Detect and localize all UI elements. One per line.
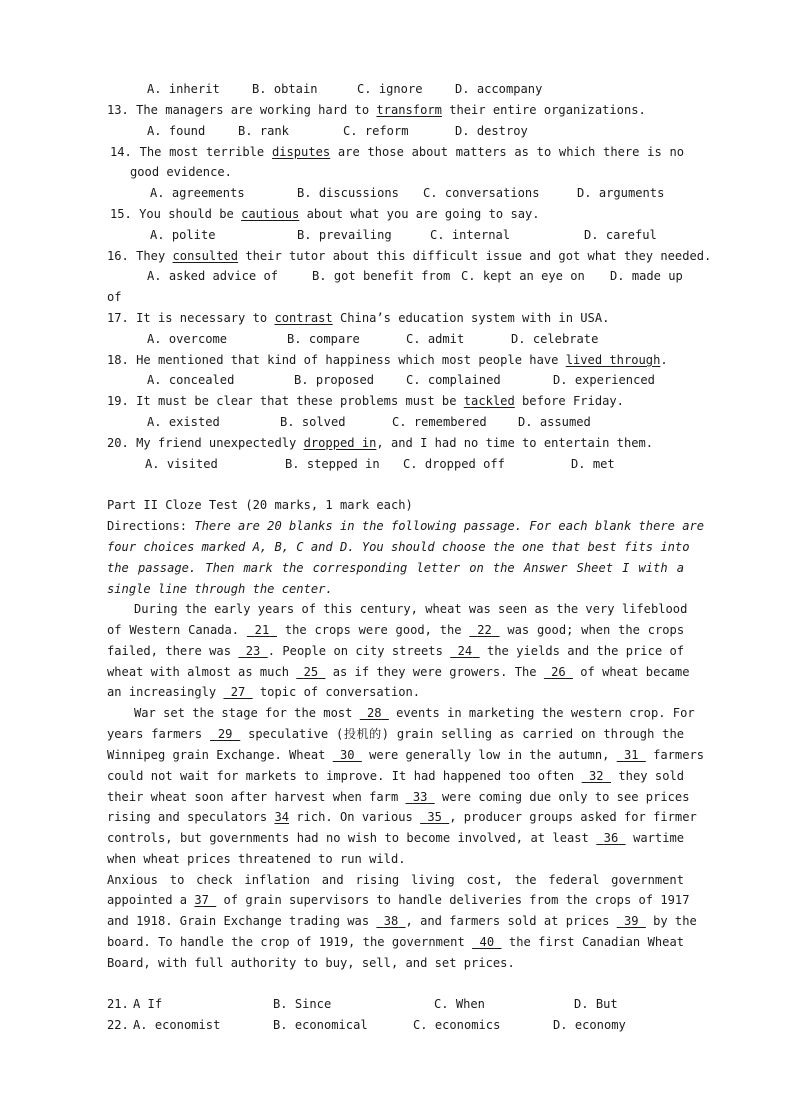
q15-option-b: B. prevailing [297,228,392,242]
q16-target-word: consulted [172,249,239,263]
passage-p3-line-3: and 1918. Grain Exchange trading was 38 , and farmers sold at prices 39 by the [107,914,697,928]
q20-option-b: B. stepped in [285,457,380,471]
q13-option-d: D. destroy [455,124,528,138]
q18-option-b: B. proposed [294,373,375,387]
q13-target-word: transform [376,103,442,117]
blank-25: 25 [303,665,319,679]
directions-line-2: four choices marked A, B, C and D. You should choose the one that best fits into [107,540,690,554]
q19-option-b: B. solved [280,415,346,429]
passage-p2-line-1: War set the stage for the most 28 events in marketing the western crop. For [134,706,695,720]
passage-p2-line-4: could not wait for markets to improve. It had happened too often 32 they sold [107,769,685,783]
q19-target-word: tackled [463,394,515,408]
blank-24: 24 [457,644,473,658]
q13-option-c: C. reform [343,124,409,138]
q15-option-d: D. careful [584,228,657,242]
blank-28: 28 [367,706,382,720]
q12-option-d: D. accompany [455,82,543,96]
q12-option-c: C. ignore [357,82,423,96]
q21-number: 21. [107,997,129,1011]
question-18: 18. He mentioned that kind of happiness which most people have lived through. [107,353,668,367]
directions-line-3: the passage. Then mark the corresponding letter on the Answer Sheet I with a [107,561,684,575]
question-14-line2: good evidence. [130,165,232,179]
blank-32: 32 [589,769,604,783]
question-19: 19. It must be clear that these problems must be tackled before Friday. [107,394,624,408]
passage-p3-line-2: appointed a 37 of grain supervisors to handle deliveries from the crops of 1917 [107,893,690,907]
blank-39: 39 [623,914,639,928]
q17-option-b: B. compare [287,332,360,346]
q15-option-c: C. internal [430,228,511,242]
blank-36: 36 [603,831,619,845]
q14-option-d: D. arguments [577,186,665,200]
q17-target-word: contrast [274,311,333,325]
q19-option-a: A. existed [147,415,220,429]
passage-p3-line-5: Board, with full authority to buy, sell, and set prices. [107,956,515,970]
directions-label: Directions: [107,519,188,533]
passage-p2-line-6: rising and speculators 34 rich. On various 35 , producer groups asked for firmer [107,810,697,824]
q20-target-word: dropped in [303,436,377,450]
q21-option-d: D. But [574,997,618,1011]
passage-p2-line-3: Winnipeg grain Exchange. Wheat 30 were generally low in the autumn, 31 farmers [107,748,705,762]
q21-option-c: C. When [434,997,485,1011]
passage-p2-line-7: controls, but governments had no wish to become involved, at least 36 wartime [107,831,685,845]
q16-option-c: C. kept an eye on [461,269,585,283]
q16-option-a: A. asked advice of [147,269,279,283]
q16-option-d: D. made up [610,269,683,283]
passage-p1-line-2: of Western Canada. 21 the crops were good, the 22 was good; when the crops [107,623,685,637]
passage-p2-line-8: when wheat prices threatened to run wild. [107,852,406,866]
q21-option-a: A If [133,997,163,1011]
q12-option-b: B. obtain [252,82,318,96]
blank-26: 26 [551,665,566,679]
q20-option-c: C. dropped off [403,457,505,471]
question-15: 15. You should be cautious about what you are going to say. [110,207,540,221]
q22-option-b: B. economical [273,1018,368,1032]
q22-number: 22. [107,1018,129,1032]
q16-option-b: B. got benefit from [312,269,451,283]
q21-option-b: B. Since [273,997,332,1011]
q20-option-a: A. visited [145,457,218,471]
blank-37: 37 [194,893,209,907]
q15-option-a: A. polite [150,228,216,242]
question-20: 20. My friend unexpectedly dropped in, and I had no time to entertain them. [107,436,654,450]
q15-target-word: cautious [241,207,300,221]
blank-35: 35 [427,810,442,824]
passage-p1-line-1: During the early years of this century, wheat was seen as the very lifeblood [134,602,688,616]
q22-option-d: D. economy [553,1018,626,1032]
part2-title: Part II Cloze Test (20 marks, 1 mark each) [107,498,413,512]
blank-30: 30 [340,748,355,762]
blank-33: 33 [412,790,428,804]
directions-line-4: single line through the center. [107,582,333,596]
passage-p1-line-3: failed, there was 23 . People on city streets 24 the yields and the price of [107,644,685,658]
blank-29: 29 [217,727,233,741]
q19-option-d: D. assumed [518,415,591,429]
question-14: 14. The most terrible disputes are those about matters as to which there is no [110,145,685,159]
passage-p3-line-1: Anxious to check inflation and rising living cost, the federal government [107,873,684,887]
q12-option-a: A. inherit [147,82,220,96]
question-16: 16. They consulted their tutor about this difficult issue and got what they needed. [107,249,712,263]
passage-p1-line-4: wheat with almost as much 25 as if they were growers. The 26 of wheat became [107,665,690,679]
passage-p3-line-4: board. To handle the crop of 1919, the government 40 the first Canadian Wheat [107,935,685,949]
q18-option-a: A. concealed [147,373,235,387]
q22-option-c: C. economics [413,1018,501,1032]
q22-option-a: A. economist [133,1018,221,1032]
passage-p1-line-5: an increasingly 27 topic of conversation. [107,685,421,699]
q16-option-d-wrap: of [107,290,122,304]
q19-option-c: C. remembered [392,415,487,429]
blank-27: 27 [230,685,246,699]
q14-target-word: disputes [271,145,331,159]
q20-option-d: D. met [571,457,615,471]
q17-option-a: A. overcome [147,332,228,346]
directions-line-1: Directions: There are 20 blanks in the following passage. For each blank there are [107,519,705,533]
q13-option-a: A. found [147,124,206,138]
q17-option-d: D. celebrate [511,332,599,346]
blank-31: 31 [623,748,639,762]
blank-34: 34 [274,810,290,824]
question-13: 13. The managers are working hard to transform their entire organizations. [107,103,646,117]
q18-option-d: D. experienced [553,373,655,387]
q14-option-b: B. discussions [297,186,399,200]
q17-option-c: C. admit [406,332,465,346]
blank-23: 23 [245,644,261,658]
blank-40: 40 [479,935,495,949]
passage-p2-line-2: years farmers 29 speculative (投机的) grain selling as carried on through the [107,727,685,741]
q18-option-c: C. complained [406,373,501,387]
passage-p2-line-5: their wheat soon after harvest when farm 33 were coming due only to see prices [107,790,690,804]
q14-option-c: C. conversations [423,186,540,200]
blank-38: 38 [383,914,399,928]
blank-22: 22 [477,623,492,637]
q18-target-word: lived through [565,353,661,367]
q14-option-a: A. agreements [150,186,245,200]
q13-option-b: B. rank [238,124,289,138]
blank-21: 21 [254,623,270,637]
question-17: 17. It is necessary to contrast China’s education system with in USA. [107,311,610,325]
